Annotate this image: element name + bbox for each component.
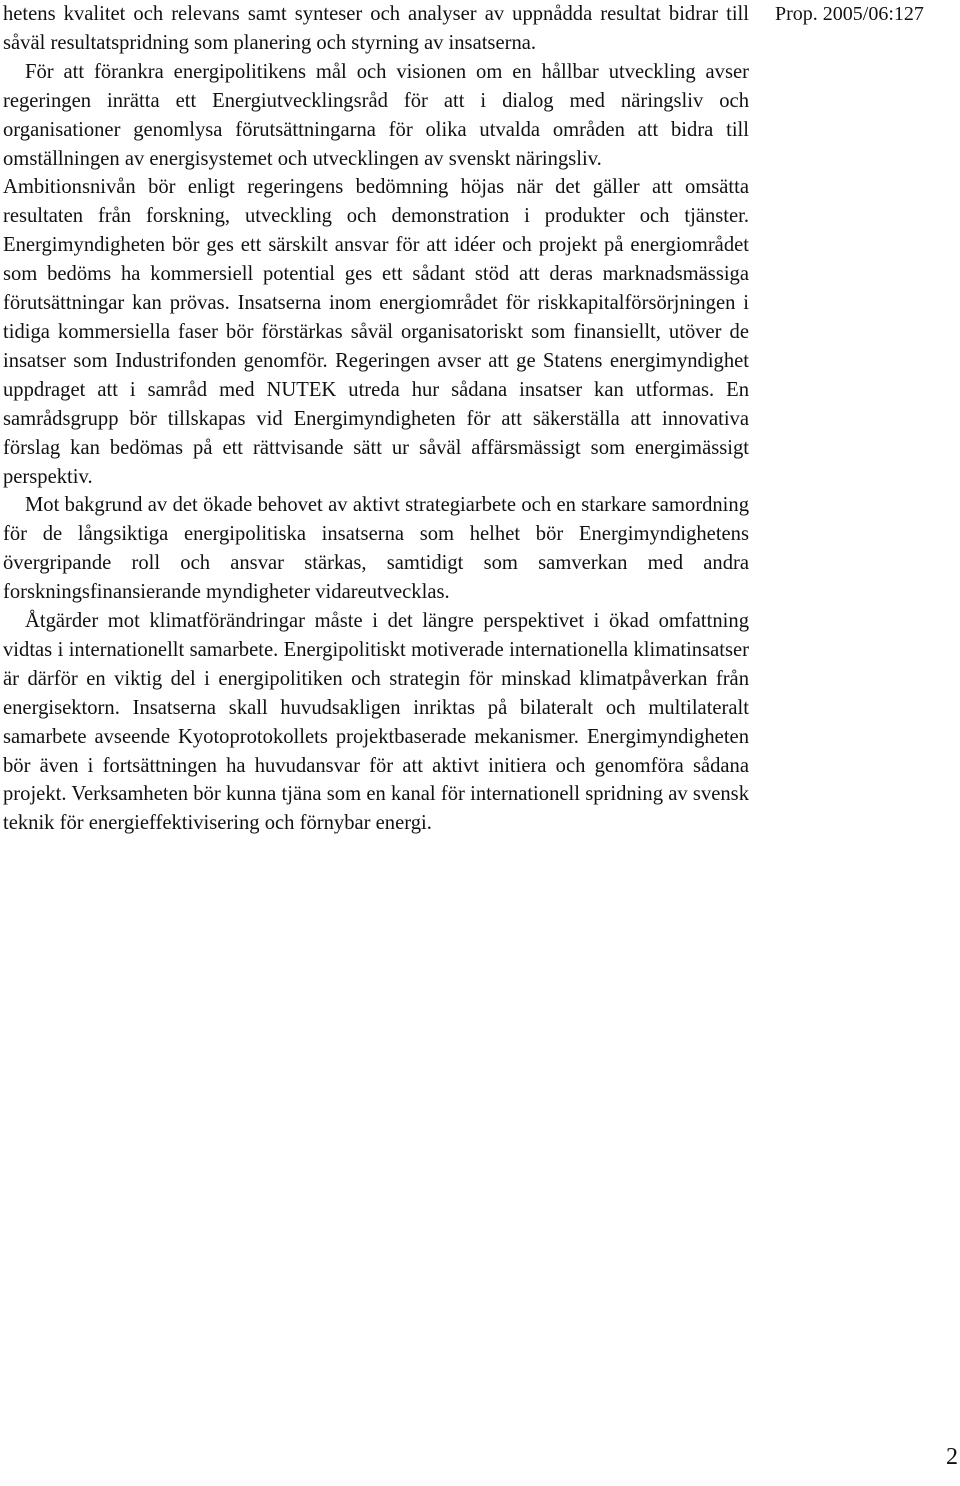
paragraph-continued: hetens kvalitet och relevans samt synteser och analyser av uppnådda resultat bidrar till såväl resultatspridning som planering och styrning av insatserna. [3, 3, 749, 54]
paragraph-strategiarbete: Mot bakgrund av det ökade behovet av aktivt strategiarbete och en starkare samordning för de långsiktiga energipolitiska insatserna som helhet bör Energimyndighetens övergripande roll och ansvar stärkas, samtidigt som samverkan med andra forskningsfinansierande myndigheter vidareutvecklas. [3, 494, 749, 604]
document-reference: Prop. 2005/06:127 [775, 3, 924, 25]
paragraph-ambitionsniva: Ambitionsnivån bör enligt regeringens bedömning höjas när det gäller att omsätta resultaten från forskning, utveckling och demonstration i produkter och tjänster. Energimyndigheten bör ges ett särskilt ansvar för att idéer och projekt på energiområdet som bedöms ha kommersiell potential ges ett sådant stöd att deras marknadsmässiga förutsättningar kan prövas. Insatserna inom energiområdet för riskkapitalförsörjningen i tidiga kommersiella faser bör förstärkas såväl organisatoriskt som finansiellt, utöver de insatser som Industrifonden genomför. Regeringen avser att ge Statens energimyndighet uppdraget att i samråd med NUTEK utreda hur sådana insatser kan utformas. En samrådsgrupp bör tillskapas vid Energimyndigheten för att säkerställa att innovativa förslag kan bedömas på ett rättvisande sätt ur såväl affärsmässigt som energimässigt perspektiv. [3, 176, 749, 488]
body-text [3, 0, 749, 838]
paragraph-energiutvecklingsrad: För att förankra energipolitikens mål och visionen om en hållbar utveckling avser regeringen inrätta ett Energiutvecklingsråd för att i dialog med näringsliv och organisationer genomlysa förutsättningarna för olika utvalda områden att bidra till omställningen av energisystemet och utvecklingen av svenskt näringsliv. [3, 60, 749, 170]
page-number: 2 [946, 1444, 958, 1470]
paragraph-klimatinsatser: Åtgärder mot klimatförändringar måste i det längre perspektivet i ökad omfattning vidtas i internationellt samarbete. Energipolitiskt motiverade internationella klimatinsatser är därför en viktig del i energipolitiken och strategin för minskad klimatpåverkan från energisektorn. Insatserna skall huvudsakligen inriktas på bilateralt och multilateralt samarbete avseende Kyotoprotokollets projektbaserade mekanismer. Energimyndigheten bör även i fortsättningen ha huvudansvar för att aktivt initiera och genomföra sådana projekt. Verksamheten bör kunna tjäna som en kanal för internationell spridning av svensk teknik för energieffektivisering och förnybar energi. [3, 610, 749, 835]
